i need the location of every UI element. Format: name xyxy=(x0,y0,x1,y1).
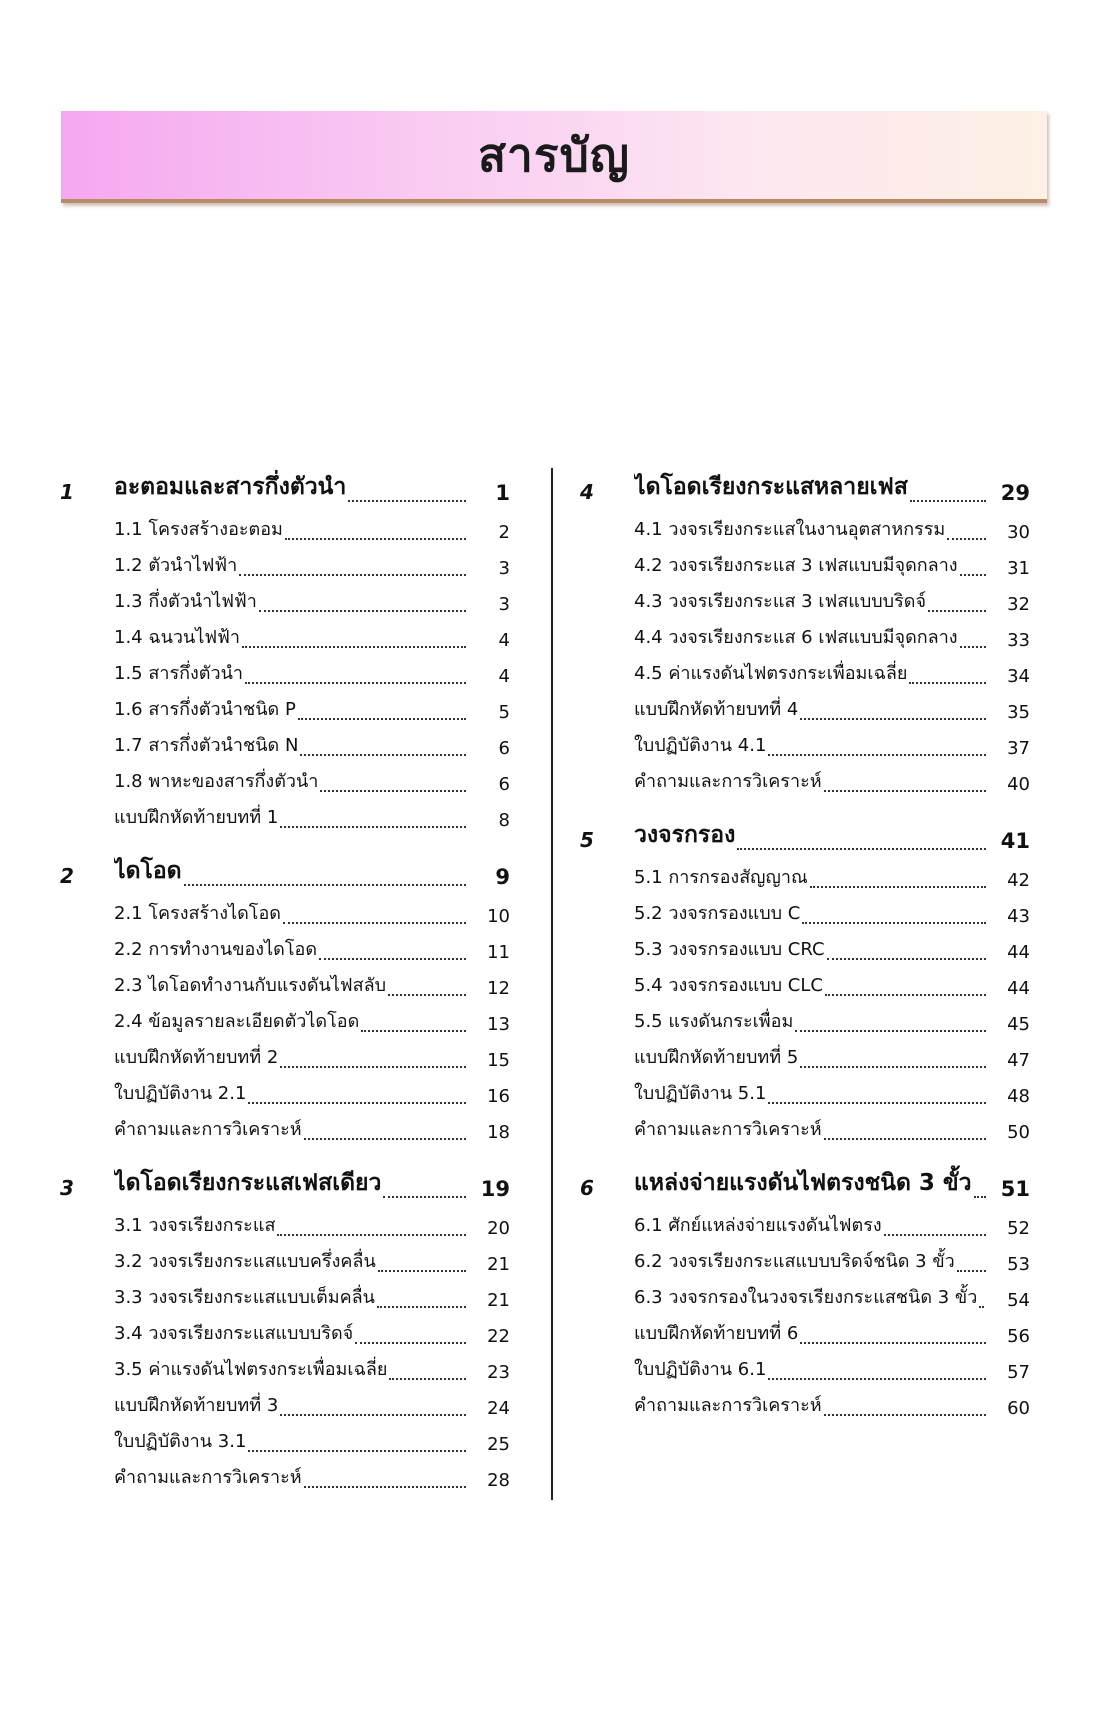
toc-chapter-row[interactable] xyxy=(580,816,1030,856)
section-page-number: 25 xyxy=(487,1434,510,1455)
toc-chapter xyxy=(60,852,510,1146)
toc-section-row[interactable] xyxy=(60,1002,510,1038)
section-title: 6.2 วงจรเรียงกระแสแบบบริดจ์ชนิด 3 ขั้ว xyxy=(634,1251,955,1272)
section-title: 4.1 วงจรเรียงกระแสในงานอุตสาหกรรม xyxy=(634,519,946,540)
dot-leader xyxy=(979,1306,986,1308)
section-page-number: 31 xyxy=(1007,558,1030,579)
toc-section-row[interactable] xyxy=(60,1314,510,1350)
toc-section-row[interactable] xyxy=(580,966,1030,1002)
section-title-wrap xyxy=(114,1042,466,1074)
toc-section-row[interactable] xyxy=(580,762,1030,798)
section-page-number: 57 xyxy=(1007,1362,1030,1383)
toc-section-row[interactable] xyxy=(580,1278,1030,1314)
chapter-page-number: 29 xyxy=(1000,481,1030,505)
section-title-wrap xyxy=(114,550,466,582)
section-title-wrap xyxy=(634,586,986,618)
chapter-title-wrap xyxy=(114,469,466,508)
section-title-wrap xyxy=(114,730,466,762)
section-title: 2.3 ไดโอดทำงานกับแรงดันไฟสลับ xyxy=(114,975,387,996)
section-page-number: 50 xyxy=(1007,1122,1030,1143)
section-title-wrap xyxy=(114,970,466,1002)
section-title-wrap xyxy=(634,1210,986,1242)
section-title-wrap xyxy=(114,622,466,654)
toc-section-row[interactable] xyxy=(60,726,510,762)
dot-leader xyxy=(825,994,986,996)
dot-leader xyxy=(910,500,986,502)
chapter-title: วงจรกรอง xyxy=(634,822,736,848)
chapter-title-wrap xyxy=(634,469,986,508)
chapter-title-wrap xyxy=(114,853,466,892)
section-page-number: 28 xyxy=(487,1470,510,1491)
dot-leader xyxy=(300,754,466,756)
section-page-number: 44 xyxy=(1007,978,1030,999)
dot-leader xyxy=(184,884,466,886)
section-page-number: 5 xyxy=(498,702,510,723)
section-title-wrap xyxy=(634,898,986,930)
toc-section-row[interactable] xyxy=(60,618,510,654)
section-title-wrap xyxy=(114,1114,466,1146)
section-title: 3.4 วงจรเรียงกระแสแบบบริดจ์ xyxy=(114,1323,354,1344)
dot-leader xyxy=(800,718,986,720)
dot-leader xyxy=(974,1196,986,1198)
toc-section-row[interactable] xyxy=(580,1110,1030,1146)
section-page-number: 21 xyxy=(487,1290,510,1311)
section-page-number: 20 xyxy=(487,1218,510,1239)
toc-chapter xyxy=(60,468,510,834)
toc-section-row[interactable] xyxy=(60,1110,510,1146)
section-title: 1.2 ตัวนำไฟฟ้า xyxy=(114,555,238,576)
section-title: 1.7 สารกึ่งตัวนำชนิด N xyxy=(114,735,299,756)
dot-leader xyxy=(884,1234,986,1236)
section-title-wrap xyxy=(114,1282,466,1314)
toc-chapter-row[interactable] xyxy=(60,852,510,892)
section-title: ใบปฏิบัติงาน 5.1 xyxy=(634,1083,767,1104)
toc-section-row[interactable] xyxy=(580,1350,1030,1386)
dot-leader xyxy=(283,922,466,924)
chapter-page-number: 9 xyxy=(495,865,510,889)
toc-section-row[interactable] xyxy=(60,966,510,1002)
toc-section-row[interactable] xyxy=(580,582,1030,618)
section-title: 4.3 วงจรเรียงกระแส 3 เฟสแบบบริดจ์ xyxy=(634,591,926,612)
section-title-wrap xyxy=(634,622,986,654)
section-title-wrap xyxy=(114,1210,466,1242)
dot-leader xyxy=(280,1414,466,1416)
section-title: 1.5 สารกึ่งตัวนำ xyxy=(114,663,244,684)
dot-leader xyxy=(947,538,986,540)
section-title: 6.1 ศักย์แหล่งจ่ายแรงดันไฟตรง xyxy=(634,1215,882,1236)
toc-section-row[interactable] xyxy=(580,654,1030,690)
section-page-number: 40 xyxy=(1007,774,1030,795)
toc-section-row[interactable] xyxy=(580,618,1030,654)
section-page-number: 52 xyxy=(1007,1218,1030,1239)
section-title-wrap xyxy=(634,862,986,894)
toc-section-row[interactable] xyxy=(580,1386,1030,1422)
section-title-wrap xyxy=(114,1462,466,1494)
toc-right-column xyxy=(580,468,1030,1440)
dot-leader xyxy=(320,790,466,792)
toc-section-row[interactable] xyxy=(60,1422,510,1458)
section-page-number: 37 xyxy=(1007,738,1030,759)
section-title-wrap xyxy=(634,934,986,966)
section-title: แบบฝึกหัดท้ายบทที่ 6 xyxy=(634,1323,799,1344)
chapter-page-number: 1 xyxy=(495,481,510,505)
section-title: 6.3 วงจรกรองในวงจรเรียงกระแสชนิด 3 ขั้ว xyxy=(634,1287,978,1308)
section-title-wrap xyxy=(634,1318,986,1350)
section-title: 3.2 วงจรเรียงกระแสแบบครึ่งคลื่น xyxy=(114,1251,376,1272)
section-title-wrap xyxy=(634,1114,986,1146)
dot-leader xyxy=(800,1342,986,1344)
toc-section-row[interactable] xyxy=(580,858,1030,894)
section-title: 3.1 วงจรเรียงกระแส xyxy=(114,1215,276,1236)
chapter-title-wrap xyxy=(114,1165,466,1204)
section-title-wrap xyxy=(114,898,466,930)
section-title-wrap xyxy=(114,694,466,726)
dot-leader xyxy=(378,1270,466,1272)
chapter-title-wrap xyxy=(634,817,986,856)
section-title-wrap xyxy=(634,1006,986,1038)
toc-section-row[interactable] xyxy=(60,894,510,930)
dot-leader xyxy=(768,1102,986,1104)
section-title-wrap xyxy=(114,1318,466,1350)
chapter-title: ไดโอดเรียงกระแสเฟสเดียว xyxy=(114,1170,382,1196)
section-title-wrap xyxy=(114,766,466,798)
section-page-number: 10 xyxy=(487,906,510,927)
chapter-title: ไดโอดเรียงกระแสหลายเฟส xyxy=(634,474,908,500)
toc-section-row[interactable] xyxy=(580,1074,1030,1110)
section-title-wrap xyxy=(114,934,466,966)
toc-section-row[interactable] xyxy=(60,1386,510,1422)
section-page-number: 4 xyxy=(498,630,510,651)
section-title: 2.1 โครงสร้างไดโอด xyxy=(114,903,281,924)
toc-section-row[interactable] xyxy=(60,1074,510,1110)
toc-section-row[interactable] xyxy=(580,930,1030,966)
toc-chapter-row[interactable] xyxy=(580,468,1030,508)
dot-leader xyxy=(245,682,466,684)
section-title-wrap xyxy=(114,1006,466,1038)
section-page-number: 11 xyxy=(487,942,510,963)
section-title: แบบฝึกหัดท้ายบทที่ 3 xyxy=(114,1395,279,1416)
section-title: 2.2 การทำงานของไดโอด xyxy=(114,939,318,960)
toc-chapter-row[interactable] xyxy=(60,1164,510,1204)
dot-leader xyxy=(827,958,986,960)
section-page-number: 21 xyxy=(487,1254,510,1275)
dot-leader xyxy=(768,1378,986,1380)
section-page-number: 13 xyxy=(487,1014,510,1035)
section-page-number: 30 xyxy=(1007,522,1030,543)
toc-section-row[interactable] xyxy=(60,930,510,966)
dot-leader xyxy=(389,1378,466,1380)
section-title-wrap xyxy=(114,1354,466,1386)
section-title-wrap xyxy=(634,550,986,582)
section-title: 5.1 การกรองสัญญาณ xyxy=(634,867,808,888)
toc-section-row[interactable] xyxy=(60,690,510,726)
section-title: 5.4 วงจรกรองแบบ CLC xyxy=(634,975,823,996)
section-page-number: 16 xyxy=(487,1086,510,1107)
toc-section-row[interactable] xyxy=(580,690,1030,726)
section-title-wrap xyxy=(634,1390,986,1422)
toc-chapter xyxy=(60,1164,510,1494)
dot-leader xyxy=(248,1450,466,1452)
section-page-number: 56 xyxy=(1007,1326,1030,1347)
section-title-wrap xyxy=(634,694,986,726)
section-title-wrap xyxy=(634,766,986,798)
section-page-number: 44 xyxy=(1007,942,1030,963)
section-title: 4.4 วงจรเรียงกระแส 6 เฟสแบบมีจุดกลาง xyxy=(634,627,958,648)
column-divider xyxy=(551,468,553,1500)
section-page-number: 18 xyxy=(487,1122,510,1143)
section-title: 1.6 สารกึ่งตัวนำชนิด P xyxy=(114,699,296,720)
dot-leader xyxy=(377,1306,466,1308)
toc-chapter xyxy=(580,468,1030,798)
dot-leader xyxy=(304,1138,466,1140)
section-title: 5.3 วงจรกรองแบบ CRC xyxy=(634,939,825,960)
dot-leader xyxy=(277,1234,466,1236)
section-title: แบบฝึกหัดท้ายบทที่ 4 xyxy=(634,699,799,720)
toc-section-row[interactable] xyxy=(580,546,1030,582)
section-title: 1.4 ฉนวนไฟฟ้า xyxy=(114,627,240,648)
toc-section-row[interactable] xyxy=(580,1002,1030,1038)
dot-leader xyxy=(909,682,986,684)
toc-section-row[interactable] xyxy=(60,654,510,690)
chapter-number: 3 xyxy=(60,1176,74,1200)
section-title: คำถามและการวิเคราะห์ xyxy=(114,1119,302,1140)
section-page-number: 6 xyxy=(498,738,510,759)
section-page-number: 24 xyxy=(487,1398,510,1419)
dot-leader xyxy=(304,1486,466,1488)
dot-leader xyxy=(737,848,986,850)
toc-section-row[interactable] xyxy=(60,1350,510,1386)
section-page-number: 6 xyxy=(498,774,510,795)
section-page-number: 3 xyxy=(498,594,510,615)
section-title-wrap xyxy=(634,658,986,690)
dot-leader xyxy=(280,826,466,828)
chapter-number: 6 xyxy=(580,1176,594,1200)
section-title-wrap xyxy=(114,514,466,546)
toc-section-row[interactable] xyxy=(580,510,1030,546)
section-title: 4.2 วงจรเรียงกระแส 3 เฟสแบบมีจุดกลาง xyxy=(634,555,958,576)
toc-section-row[interactable] xyxy=(60,1458,510,1494)
section-title: คำถามและการวิเคราะห์ xyxy=(634,1395,822,1416)
section-title: คำถามและการวิเคราะห์ xyxy=(114,1467,302,1488)
section-title-wrap xyxy=(114,802,466,834)
toc-section-row[interactable] xyxy=(60,1038,510,1074)
section-page-number: 32 xyxy=(1007,594,1030,615)
toc-section-row[interactable] xyxy=(60,582,510,618)
section-title-wrap xyxy=(634,1282,986,1314)
chapter-title: แหล่งจ่ายแรงดันไฟตรงชนิด 3 ขั้ว xyxy=(634,1170,972,1196)
toc-section-row[interactable] xyxy=(60,1206,510,1242)
toc-section-row[interactable] xyxy=(580,1038,1030,1074)
section-title-wrap xyxy=(114,1078,466,1110)
toc-section-row[interactable] xyxy=(60,1242,510,1278)
section-title: 3.5 ค่าแรงดันไฟตรงกระเพื่อมเฉลี่ย xyxy=(114,1359,388,1380)
dot-leader xyxy=(928,610,986,612)
chapter-title-wrap xyxy=(634,1165,986,1204)
dot-leader xyxy=(800,1066,986,1068)
section-title-wrap xyxy=(114,1246,466,1278)
section-title: 1.8 พาหะของสารกึ่งตัวนำ xyxy=(114,771,319,792)
section-page-number: 35 xyxy=(1007,702,1030,723)
section-page-number: 4 xyxy=(498,666,510,687)
dot-leader xyxy=(298,718,466,720)
chapter-number: 1 xyxy=(60,480,74,504)
dot-leader xyxy=(795,1030,986,1032)
toc-section-row[interactable] xyxy=(580,726,1030,762)
dot-leader xyxy=(242,646,466,648)
section-page-number: 43 xyxy=(1007,906,1030,927)
dot-leader xyxy=(810,886,986,888)
section-title: 3.3 วงจรเรียงกระแสแบบเต็มคลื่น xyxy=(114,1287,375,1308)
section-title: ใบปฏิบัติงาน 6.1 xyxy=(634,1359,767,1380)
section-page-number: 47 xyxy=(1007,1050,1030,1071)
toc-section-row[interactable] xyxy=(580,1314,1030,1350)
section-title: ใบปฏิบัติงาน 3.1 xyxy=(114,1431,247,1452)
section-title: 1.3 กึ่งตัวนำไฟฟ้า xyxy=(114,591,257,612)
section-title: 5.5 แรงดันกระเพื่อม xyxy=(634,1011,794,1032)
section-page-number: 23 xyxy=(487,1362,510,1383)
toc-chapter-row[interactable] xyxy=(60,468,510,508)
section-title: 5.2 วงจรกรองแบบ C xyxy=(634,903,801,924)
section-title: แบบฝึกหัดท้ายบทที่ 1 xyxy=(114,807,279,828)
dot-leader xyxy=(824,1414,986,1416)
section-title-wrap xyxy=(634,1078,986,1110)
toc-section-row[interactable] xyxy=(60,762,510,798)
dot-leader xyxy=(802,922,986,924)
toc-chapter xyxy=(580,1164,1030,1422)
section-page-number: 53 xyxy=(1007,1254,1030,1275)
section-page-number: 54 xyxy=(1007,1290,1030,1311)
section-title-wrap xyxy=(634,730,986,762)
section-title-wrap xyxy=(634,1354,986,1386)
section-title: คำถามและการวิเคราะห์ xyxy=(634,1119,822,1140)
dot-leader xyxy=(957,1270,986,1272)
dot-leader xyxy=(285,538,466,540)
chapter-number: 4 xyxy=(580,480,594,504)
dot-leader xyxy=(824,1138,986,1140)
section-page-number: 2 xyxy=(498,522,510,543)
dot-leader xyxy=(280,1066,466,1068)
section-page-number: 42 xyxy=(1007,870,1030,891)
toc-section-row[interactable] xyxy=(60,1278,510,1314)
section-page-number: 12 xyxy=(487,978,510,999)
dot-leader xyxy=(388,994,466,996)
chapter-page-number: 51 xyxy=(1000,1177,1030,1201)
section-page-number: 22 xyxy=(487,1326,510,1347)
section-title: 4.5 ค่าแรงดันไฟตรงกระเพื่อมเฉลี่ย xyxy=(634,663,908,684)
chapter-title: อะตอมและสารกึ่งตัวนำ xyxy=(114,474,347,500)
section-title: ใบปฏิบัติงาน 4.1 xyxy=(634,735,767,756)
section-title-wrap xyxy=(634,1042,986,1074)
section-page-number: 3 xyxy=(498,558,510,579)
chapter-page-number: 41 xyxy=(1000,829,1030,853)
toc-section-row[interactable] xyxy=(60,798,510,834)
dot-leader xyxy=(960,646,986,648)
section-title: ใบปฏิบัติงาน 2.1 xyxy=(114,1083,247,1104)
dot-leader xyxy=(383,1196,466,1198)
toc-chapter-row[interactable] xyxy=(580,1164,1030,1204)
toc-section-row[interactable] xyxy=(580,1206,1030,1242)
dot-leader xyxy=(348,500,466,502)
dot-leader xyxy=(319,958,466,960)
dot-leader xyxy=(355,1342,466,1344)
chapter-number: 5 xyxy=(580,828,594,852)
section-title-wrap xyxy=(634,970,986,1002)
chapter-title: ไดโอด xyxy=(114,858,182,884)
section-title-wrap xyxy=(114,1426,466,1458)
toc-chapter xyxy=(580,816,1030,1146)
dot-leader xyxy=(248,1102,466,1104)
section-page-number: 34 xyxy=(1007,666,1030,687)
title-banner xyxy=(61,111,1047,203)
dot-leader xyxy=(824,790,986,792)
section-title-wrap xyxy=(634,1246,986,1278)
dot-leader xyxy=(259,610,466,612)
section-page-number: 45 xyxy=(1007,1014,1030,1035)
dot-leader xyxy=(239,574,466,576)
toc-section-row[interactable] xyxy=(580,1242,1030,1278)
page-title: สารบัญ xyxy=(477,127,630,182)
section-title: แบบฝึกหัดท้ายบทที่ 2 xyxy=(114,1047,279,1068)
section-page-number: 48 xyxy=(1007,1086,1030,1107)
section-title: 1.1 โครงสร้างอะตอม xyxy=(114,519,283,540)
section-title-wrap xyxy=(114,586,466,618)
section-title: แบบฝึกหัดท้ายบทที่ 5 xyxy=(634,1047,799,1068)
section-title-wrap xyxy=(114,658,466,690)
section-page-number: 8 xyxy=(498,810,510,831)
section-page-number: 15 xyxy=(487,1050,510,1071)
section-title: คำถามและการวิเคราะห์ xyxy=(634,771,822,792)
dot-leader xyxy=(768,754,986,756)
toc-section-row[interactable] xyxy=(580,894,1030,930)
section-title-wrap xyxy=(114,1390,466,1422)
toc-section-row[interactable] xyxy=(60,510,510,546)
section-page-number: 60 xyxy=(1007,1398,1030,1419)
chapter-number: 2 xyxy=(60,864,74,888)
dot-leader xyxy=(361,1030,466,1032)
section-page-number: 33 xyxy=(1007,630,1030,651)
section-title-wrap xyxy=(634,514,986,546)
dot-leader xyxy=(960,574,986,576)
chapter-page-number: 19 xyxy=(480,1177,510,1201)
toc-left-column xyxy=(60,468,510,1512)
section-title: 2.4 ข้อมูลรายละเอียดตัวไดโอด xyxy=(114,1011,360,1032)
toc-section-row[interactable] xyxy=(60,546,510,582)
